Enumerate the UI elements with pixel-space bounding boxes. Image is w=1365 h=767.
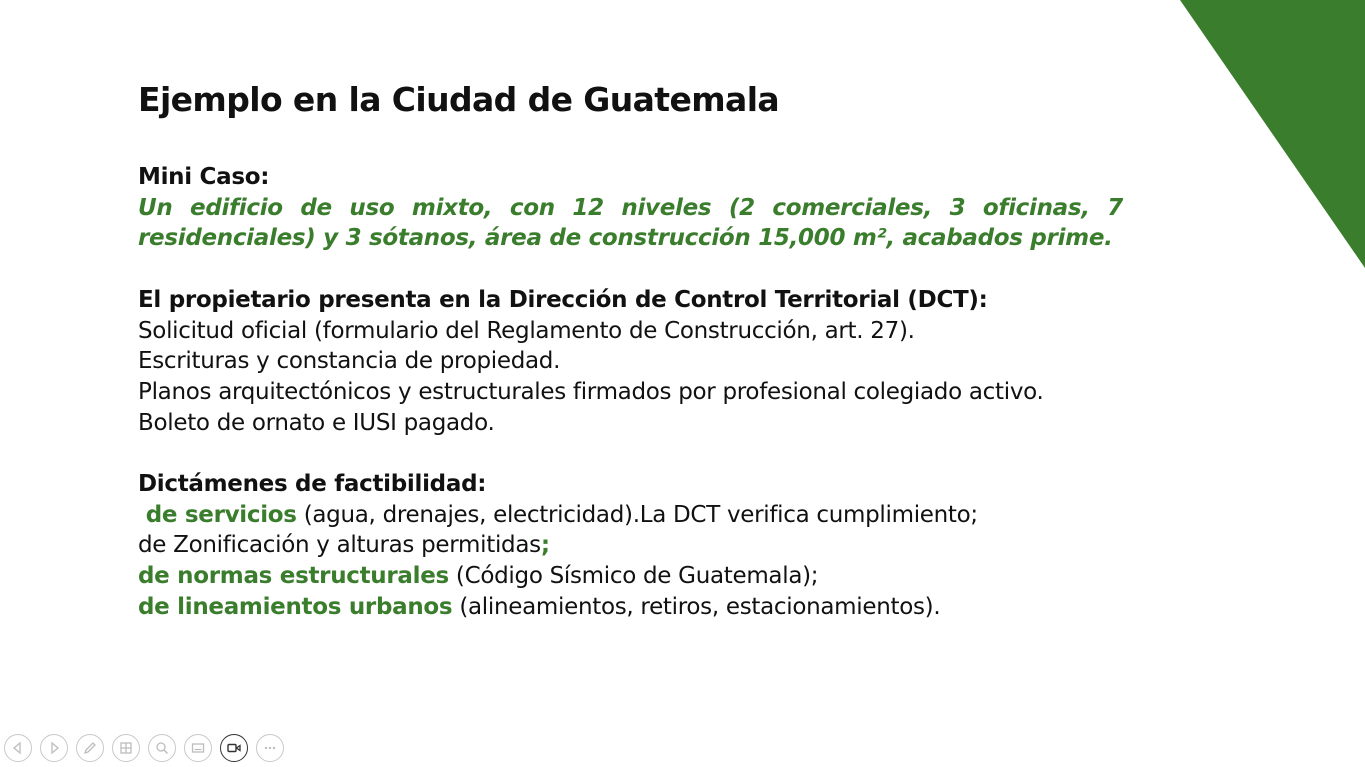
more-options-button[interactable] — [256, 734, 284, 762]
dictamen-lead: de normas estructurales — [138, 563, 449, 590]
requirement-item: Escrituras y constancia de propiedad. — [138, 348, 561, 375]
propietario-heading: El propietario presenta en la Dirección de Control Territorial (DCT): — [138, 286, 988, 313]
zoom-icon — [154, 740, 170, 756]
mini-caso-label: Mini Caso: — [138, 164, 270, 190]
dictamen-rest: (Código Sísmico de Guatemala); — [448, 563, 819, 590]
mini-caso-text: Un edificio de uso mixto, con 12 niveles (2 comerciales, 3 oficinas, 7 residenciales) y 3 sótanos, área de construcción 15,000 m², acabados prime. — [138, 194, 1123, 252]
subtitles-button[interactable] — [184, 734, 212, 762]
presenter-toolbar — [4, 734, 284, 762]
dictamen-rest: ; — [540, 532, 550, 559]
slide-title: Ejemplo en la Ciudad de Guatemala — [138, 80, 780, 119]
slide-grid-icon — [118, 740, 134, 756]
next-slide-button[interactable] — [40, 734, 68, 762]
dictamen-item — [138, 561, 1123, 592]
subtitles-icon — [190, 740, 206, 756]
spacer — [138, 438, 1123, 469]
more-options-icon — [262, 740, 278, 756]
pen-button[interactable] — [76, 734, 104, 762]
dictamen-lead: de Zonificación y alturas permitidas — [138, 532, 541, 559]
requirement-item: Planos arquitectónicos y estructurales firmados por profesional colegiado activo. — [138, 378, 1044, 405]
spacer — [138, 254, 1123, 285]
dictamen-item — [138, 592, 1123, 623]
requirement-item: Solicitud oficial (formulario del Reglamento de Construcción, art. 27). — [138, 317, 915, 344]
dictamen-rest: (agua, drenajes, electricidad).La DCT verifica cumplimiento; — [296, 501, 978, 528]
dictamen-lead: de servicios — [138, 501, 297, 528]
dictamen-lead: de lineamientos urbanos — [138, 593, 453, 620]
dictamen-rest: (alineamientos, retiros, estacionamientos). — [452, 593, 941, 620]
dictamen-item — [138, 500, 1123, 531]
previous-slide-button[interactable] — [4, 734, 32, 762]
corner-decoration — [1180, 0, 1365, 268]
previous-slide-icon — [10, 740, 26, 756]
pen-icon — [82, 740, 98, 756]
slide-grid-button[interactable] — [112, 734, 140, 762]
camera-icon — [226, 740, 242, 756]
dictamenes-heading: Dictámenes de factibilidad: — [138, 471, 487, 497]
zoom-button[interactable] — [148, 734, 176, 762]
dictamen-item — [138, 530, 1123, 561]
next-slide-icon — [46, 740, 62, 756]
requirement-item: Boleto de ornato e IUSI pagado. — [138, 409, 495, 436]
slide-content — [138, 162, 1123, 623]
camera-button[interactable] — [220, 734, 248, 762]
